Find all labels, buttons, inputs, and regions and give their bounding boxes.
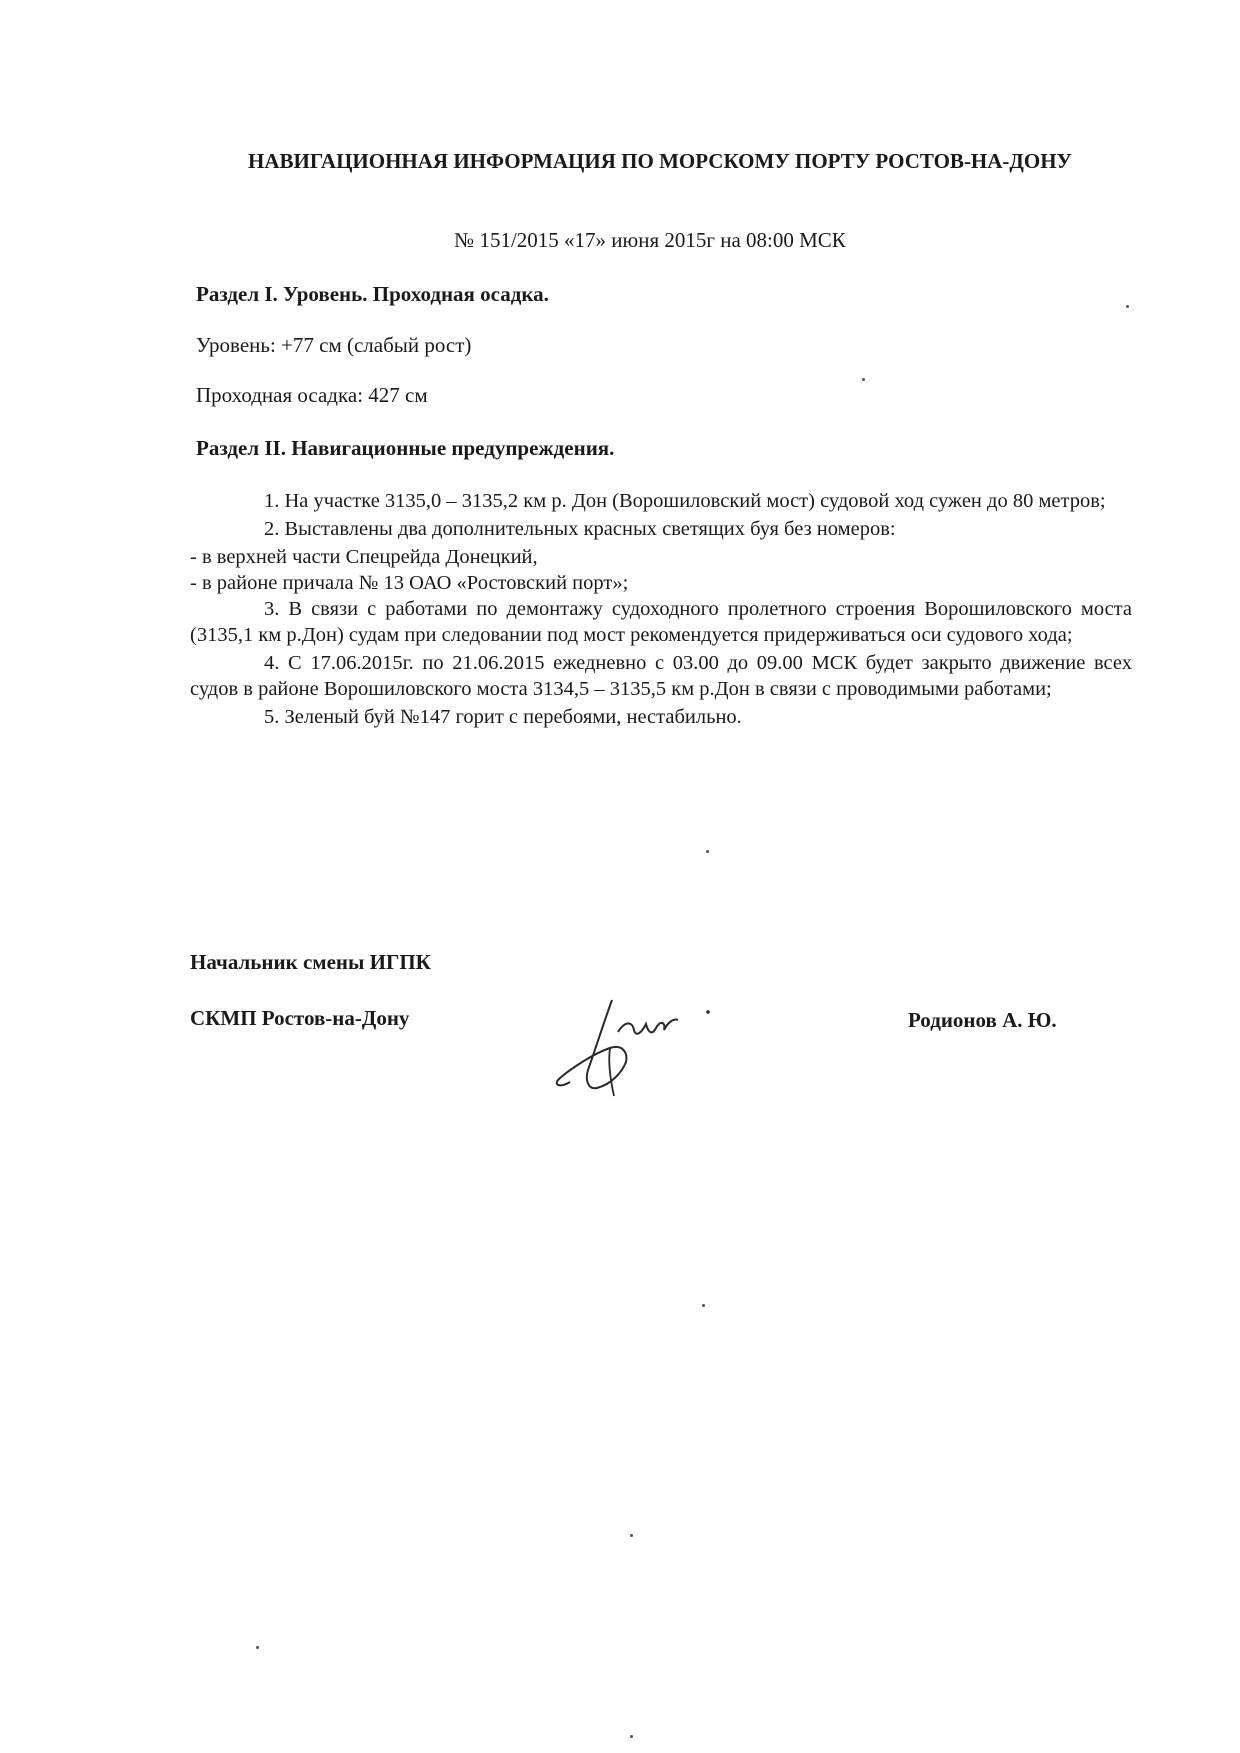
document-number: № 151/2015 «17» июня 2015г на 08:00 МСК [454,228,846,252]
warning-subitem-2: - в районе причала № 13 ОАО «Ростовский порт»; [190,572,629,594]
section-2-heading: Раздел II. Навигационные предупреждения. [196,436,615,460]
document-title: НАВИГАЦИОННАЯ ИНФОРМАЦИЯ ПО МОРСКОМУ ПОРТУ РОСТОВ-НА-ДОНУ [248,149,1072,173]
warning-subitem-1: - в верхней части Спецрейда Донецкий, [190,546,538,568]
warning-item-2: 2. Выставлены два дополнительных красных светящих буя без номеров: [264,518,896,540]
water-level: Уровень: +77 см (слабый рост) [196,333,472,357]
warning-item-4: 4. С 17.06.2015г. по 21.06.2015 ежедневно с 03.00 до 09.00 МСК будет закрыто движение всех судов в районе Ворошиловского моста 3134,5 – 3135,5 км р.Дон в связи с проводимыми работами; [190,652,1132,700]
signer-name: Родионов А. Ю. [908,1008,1057,1032]
warnings-list [190,488,1132,732]
scan-speck [1126,305,1129,308]
scan-speck [862,378,865,381]
warning-item-3: 3. В связи с работами по демонтажу судоходного пролетного строения Ворошиловского моста (3135,1 км р.Дон) судам при следовании под мост рекомендуется придерживаться оси судового хода; [190,598,1132,646]
handwritten-signature [552,992,722,1102]
section-1-heading: Раздел I. Уровень. Проходная осадка. [196,282,549,306]
signer-organization: СКМП Ростов-на-Дону [190,1006,410,1030]
scan-speck [630,1534,633,1537]
passage-draft: Проходная осадка: 427 см [196,383,428,407]
warning-item-1: 1. На участке 3135,0 – 3135,2 км р. Дон (Ворошиловский мост) судовой ход сужен до 80 метров; [264,490,1106,512]
signer-position: Начальник смены ИГПК [190,950,431,974]
scan-speck [256,1646,259,1649]
scan-speck [706,850,709,853]
scan-speck [630,1735,633,1738]
scan-speck [702,1304,705,1307]
warning-item-5: 5. Зеленый буй №147 горит с перебоями, нестабильно. [264,706,742,728]
